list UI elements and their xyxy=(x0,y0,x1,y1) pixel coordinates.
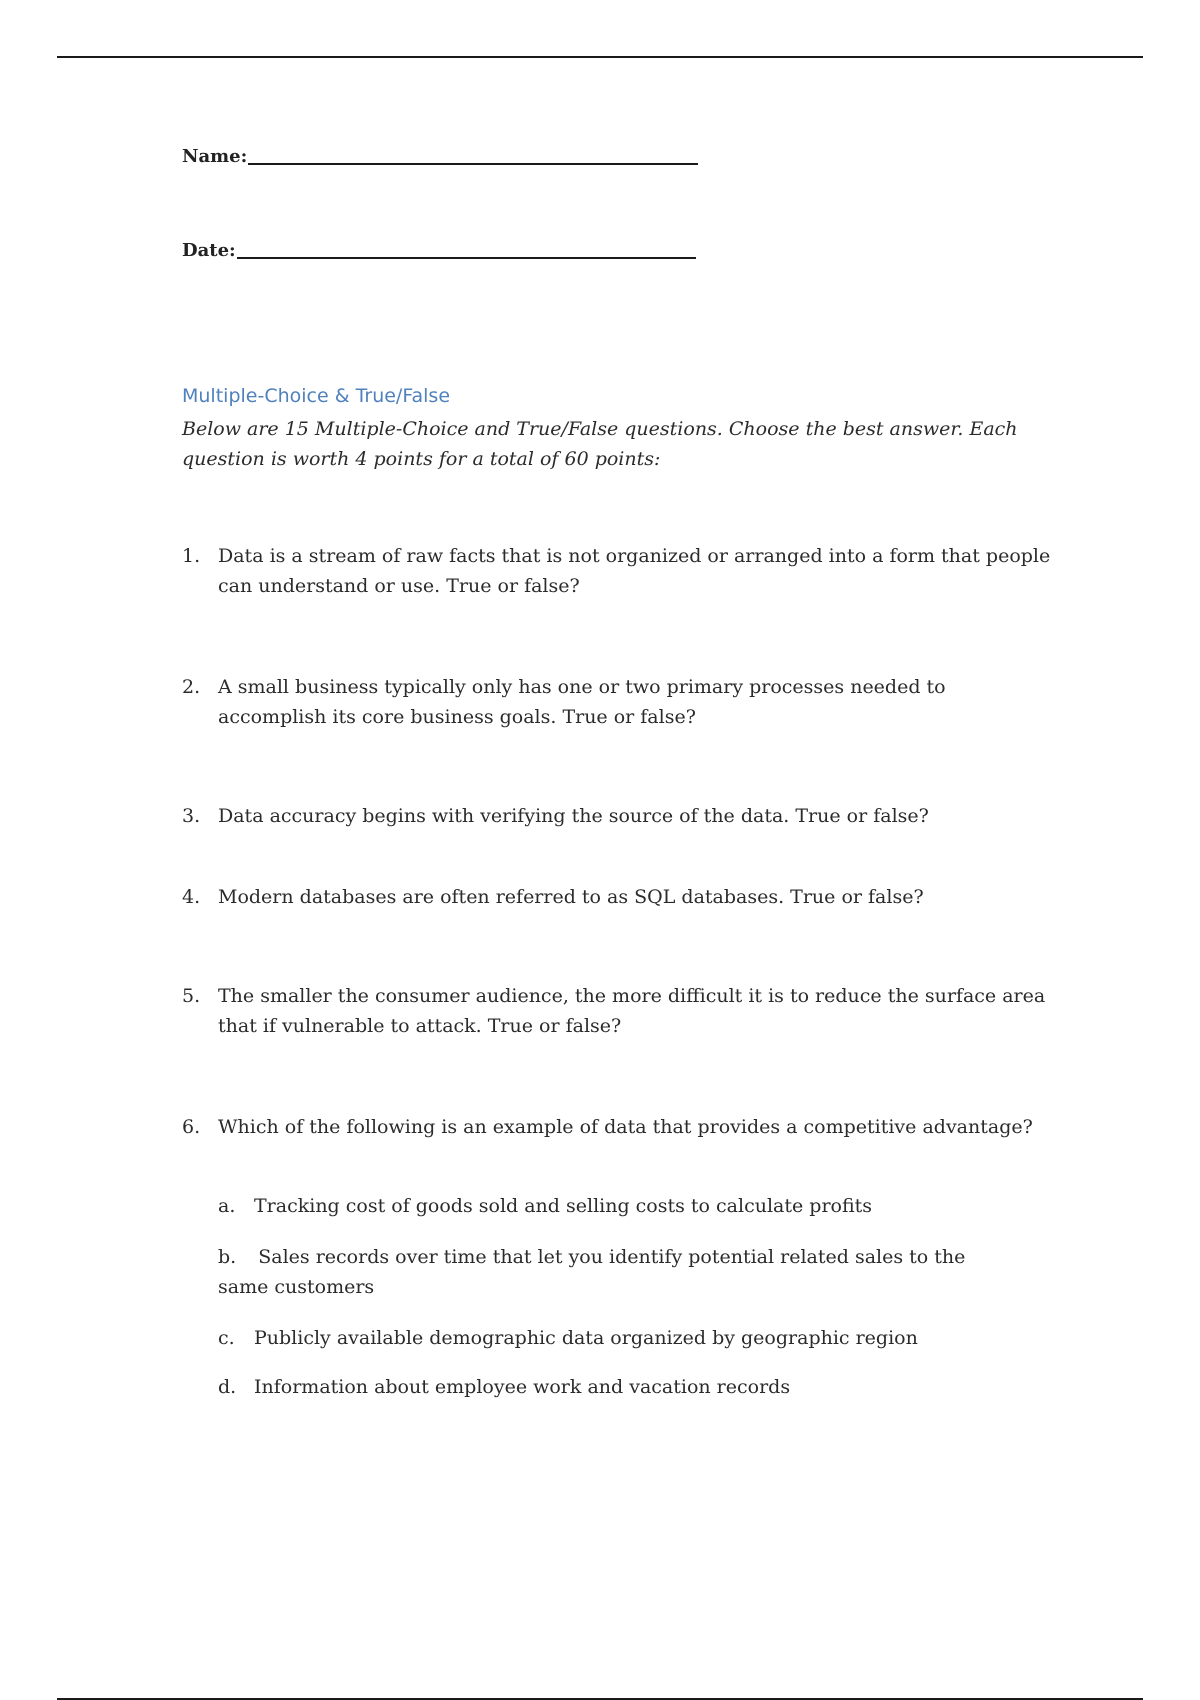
name-field[interactable] xyxy=(182,146,698,167)
question-number: 3. xyxy=(182,805,201,827)
question-number: 1. xyxy=(182,545,201,567)
option-text: Information about employee work and vacation records xyxy=(254,1376,791,1398)
option-letter: d. xyxy=(218,1376,237,1398)
date-field[interactable] xyxy=(182,240,696,261)
question-number: 6. xyxy=(182,1116,201,1138)
option-letter: c. xyxy=(218,1327,235,1349)
section-heading: Multiple-Choice & True/False xyxy=(182,385,451,407)
option-letter: b. xyxy=(218,1246,237,1268)
option-text: Tracking cost of goods sold and selling costs to calculate profits xyxy=(254,1195,873,1217)
question-2 xyxy=(182,672,1052,732)
question-6 xyxy=(182,1112,1052,1142)
question-text: The smaller the consumer audience, the more difficult it is to reduce the surface area that if vulnerable to attack. True or false? xyxy=(218,985,1046,1037)
option-letter: a. xyxy=(218,1195,236,1217)
answer-option-b[interactable] xyxy=(218,1242,1018,1302)
question-number: 2. xyxy=(182,676,201,698)
question-text: Modern databases are often referred to as SQL databases. True or false? xyxy=(218,886,924,908)
question-text: Data accuracy begins with verifying the source of the data. True or false? xyxy=(218,805,929,827)
question-4 xyxy=(182,882,1052,912)
date-blank-line[interactable] xyxy=(237,257,696,259)
answer-option-a[interactable] xyxy=(218,1191,1018,1221)
option-text: Publicly available demographic data organized by geographic region xyxy=(254,1327,918,1349)
question-number: 4. xyxy=(182,886,201,908)
name-label: Name: xyxy=(182,146,248,167)
answer-option-c[interactable] xyxy=(218,1323,1018,1353)
question-text: A small business typically only has one or two primary processes needed to accomplish its core business goals. True or false? xyxy=(218,676,946,728)
question-1 xyxy=(182,541,1052,601)
option-text: Sales records over time that let you identify potential related sales to the same customers xyxy=(218,1246,966,1298)
question-text: Which of the following is an example of data that provides a competitive advantage? xyxy=(218,1116,1033,1138)
answer-option-d[interactable] xyxy=(218,1372,1018,1402)
date-label: Date: xyxy=(182,240,236,261)
question-number: 5. xyxy=(182,985,201,1007)
name-blank-line[interactable] xyxy=(248,163,698,165)
section-intro: Below are 15 Multiple-Choice and True/False questions. Choose the best answer. Each question is worth 4 points for a total of 60 points: xyxy=(182,418,1018,470)
top-rule xyxy=(57,56,1143,58)
question-text: Data is a stream of raw facts that is not organized or arranged into a form that people can understand or use. True or false? xyxy=(218,545,1051,597)
question-3 xyxy=(182,801,1052,831)
question-5 xyxy=(182,981,1052,1041)
